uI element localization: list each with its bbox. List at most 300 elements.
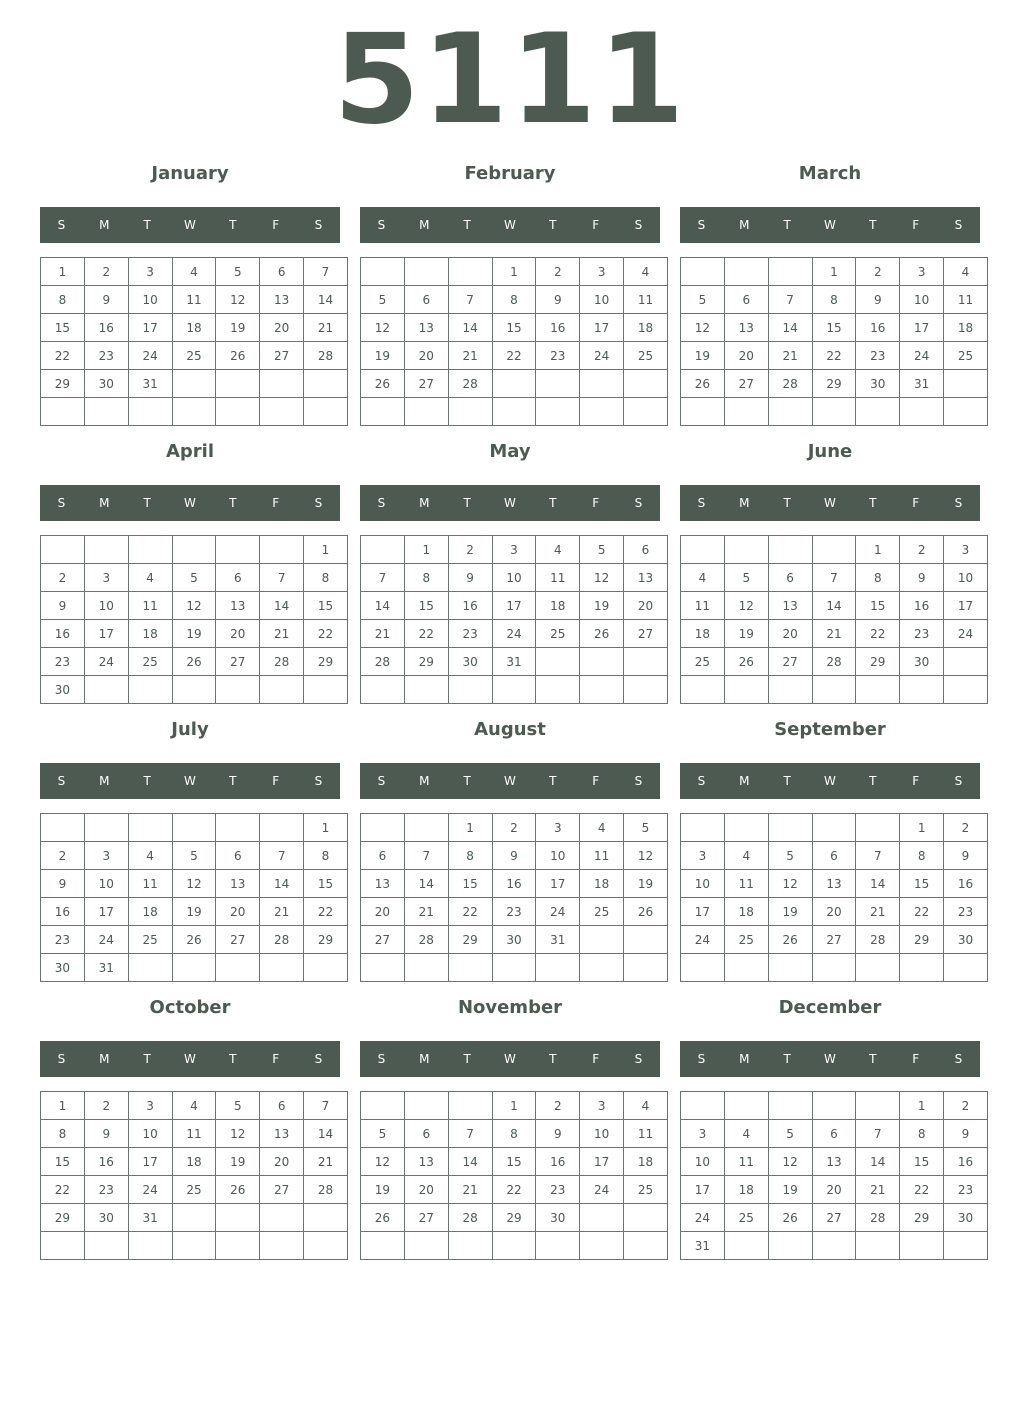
empty-day-cell [361, 258, 405, 286]
day-cell: 14 [404, 870, 448, 898]
weekday-label: T [549, 1052, 557, 1066]
day-cell: 30 [900, 648, 944, 676]
day-cell: 4 [681, 564, 725, 592]
empty-day-cell [492, 676, 536, 704]
day-cell: 17 [84, 898, 128, 926]
day-cell: 24 [681, 926, 725, 954]
weekday-label: T [229, 1052, 237, 1066]
empty-day-cell [768, 536, 812, 564]
day-cell: 22 [448, 898, 492, 926]
day-cell: 3 [580, 258, 624, 286]
week-row [41, 926, 348, 954]
day-cell: 29 [41, 370, 85, 398]
empty-day-cell [812, 676, 856, 704]
empty-day-cell [856, 1232, 900, 1260]
week-row [361, 676, 668, 704]
day-cell: 21 [768, 342, 812, 370]
day-cell: 3 [681, 842, 725, 870]
empty-day-cell [492, 398, 536, 426]
day-cell: 20 [404, 342, 448, 370]
weekday-label: S [954, 218, 963, 232]
week-row [681, 536, 988, 564]
day-cell: 14 [856, 870, 900, 898]
day-cell: 23 [536, 1176, 580, 1204]
day-grid [680, 813, 988, 982]
day-cell: 19 [580, 592, 624, 620]
day-cell: 7 [768, 286, 812, 314]
week-row [361, 564, 668, 592]
day-cell: 3 [900, 258, 944, 286]
day-cell: 4 [128, 564, 172, 592]
day-cell: 7 [260, 564, 304, 592]
weekday-label: T [229, 774, 237, 788]
empty-day-cell [856, 1092, 900, 1120]
weekday-label: S [314, 1052, 323, 1066]
day-cell: 10 [492, 564, 536, 592]
empty-day-cell [580, 648, 624, 676]
day-cell: 25 [536, 620, 580, 648]
day-cell: 29 [856, 648, 900, 676]
week-row [41, 258, 348, 286]
empty-day-cell [768, 1092, 812, 1120]
day-cell: 13 [724, 314, 768, 342]
empty-day-cell [724, 536, 768, 564]
weekday-label: W [184, 774, 196, 788]
day-cell: 5 [724, 564, 768, 592]
week-row [41, 536, 348, 564]
day-cell: 12 [768, 870, 812, 898]
day-cell: 20 [260, 1148, 304, 1176]
empty-day-cell [260, 370, 304, 398]
empty-day-cell [260, 954, 304, 982]
empty-day-cell [681, 1092, 725, 1120]
day-cell: 4 [172, 1092, 216, 1120]
weekday-label: T [869, 496, 877, 510]
weekday-label: T [869, 218, 877, 232]
day-cell: 27 [812, 1204, 856, 1232]
day-cell: 12 [361, 1148, 405, 1176]
day-cell: 7 [448, 286, 492, 314]
weekday-label: S [377, 774, 386, 788]
week-row [41, 1092, 348, 1120]
day-cell: 27 [404, 1204, 448, 1232]
day-cell: 20 [624, 592, 668, 620]
empty-day-cell [172, 1232, 216, 1260]
day-cell: 9 [900, 564, 944, 592]
day-cell: 5 [172, 842, 216, 870]
day-cell: 8 [41, 1120, 85, 1148]
day-cell: 16 [536, 314, 580, 342]
empty-day-cell [492, 1232, 536, 1260]
empty-day-cell [404, 258, 448, 286]
empty-day-cell [304, 676, 348, 704]
day-cell: 29 [812, 370, 856, 398]
week-row [681, 398, 988, 426]
day-cell: 23 [84, 1176, 128, 1204]
empty-day-cell [724, 398, 768, 426]
empty-day-cell [624, 1232, 668, 1260]
day-cell: 28 [260, 648, 304, 676]
day-cell: 23 [492, 898, 536, 926]
day-cell: 21 [812, 620, 856, 648]
day-cell: 4 [536, 536, 580, 564]
day-cell: 22 [900, 1176, 944, 1204]
day-cell: 19 [681, 342, 725, 370]
week-row [681, 676, 988, 704]
day-cell: 6 [216, 564, 260, 592]
day-cell: 18 [681, 620, 725, 648]
day-cell: 22 [304, 620, 348, 648]
week-row [361, 286, 668, 314]
weekday-label: F [912, 496, 920, 510]
day-cell: 26 [580, 620, 624, 648]
day-cell: 13 [404, 314, 448, 342]
week-row [361, 314, 668, 342]
day-cell: 9 [41, 870, 85, 898]
empty-day-cell [84, 398, 128, 426]
day-cell: 22 [900, 898, 944, 926]
empty-day-cell [624, 370, 668, 398]
weekday-label: F [272, 774, 280, 788]
day-cell: 1 [492, 1092, 536, 1120]
day-cell: 22 [492, 342, 536, 370]
day-cell: 6 [812, 842, 856, 870]
empty-day-cell [900, 676, 944, 704]
empty-day-cell [580, 370, 624, 398]
empty-day-cell [944, 1232, 988, 1260]
day-cell: 16 [856, 314, 900, 342]
day-cell: 11 [724, 1148, 768, 1176]
day-cell: 25 [128, 926, 172, 954]
weekday-label: S [634, 1052, 643, 1066]
weekday-label: S [954, 774, 963, 788]
day-cell: 4 [580, 814, 624, 842]
week-row [361, 954, 668, 982]
day-cell: 29 [41, 1204, 85, 1232]
week-row [361, 814, 668, 842]
day-grid [40, 813, 348, 982]
week-row [361, 648, 668, 676]
day-cell: 8 [492, 1120, 536, 1148]
empty-day-cell [260, 398, 304, 426]
month-name: March [798, 163, 862, 184]
week-row [361, 398, 668, 426]
weekday-label: F [912, 1052, 920, 1066]
day-cell: 27 [361, 926, 405, 954]
day-cell: 22 [404, 620, 448, 648]
weekday-label: M [739, 496, 750, 510]
empty-day-cell [624, 648, 668, 676]
week-row [41, 1232, 348, 1260]
week-row [361, 1176, 668, 1204]
week-row [41, 398, 348, 426]
week-row [681, 342, 988, 370]
day-cell: 5 [361, 286, 405, 314]
weekday-header [680, 1041, 980, 1077]
day-cell: 1 [900, 1092, 944, 1120]
empty-day-cell [260, 536, 304, 564]
day-cell: 13 [404, 1148, 448, 1176]
day-cell: 29 [900, 926, 944, 954]
day-cell: 26 [361, 370, 405, 398]
day-cell: 29 [404, 648, 448, 676]
day-cell: 23 [448, 620, 492, 648]
day-cell: 15 [304, 870, 348, 898]
day-cell: 20 [260, 314, 304, 342]
week-row [41, 620, 348, 648]
week-row [361, 1092, 668, 1120]
day-cell: 6 [404, 1120, 448, 1148]
weekday-label: S [377, 218, 386, 232]
day-cell: 23 [944, 898, 988, 926]
empty-day-cell [448, 1092, 492, 1120]
weekday-label: T [143, 496, 151, 510]
empty-day-cell [304, 370, 348, 398]
empty-day-cell [580, 954, 624, 982]
day-cell: 16 [944, 870, 988, 898]
day-cell: 21 [361, 620, 405, 648]
weekday-label: F [272, 496, 280, 510]
empty-day-cell [216, 398, 260, 426]
day-cell: 26 [216, 1176, 260, 1204]
day-cell: 24 [580, 342, 624, 370]
day-cell: 8 [41, 286, 85, 314]
week-row [41, 1120, 348, 1148]
empty-day-cell [681, 258, 725, 286]
empty-day-cell [580, 676, 624, 704]
empty-day-cell [216, 370, 260, 398]
day-cell: 11 [724, 870, 768, 898]
day-cell: 2 [492, 814, 536, 842]
day-cell: 29 [448, 926, 492, 954]
day-cell: 24 [900, 342, 944, 370]
day-cell: 11 [128, 870, 172, 898]
empty-day-cell [448, 676, 492, 704]
day-cell: 9 [536, 1120, 580, 1148]
day-cell: 23 [41, 926, 85, 954]
empty-day-cell [536, 1232, 580, 1260]
empty-day-cell [404, 676, 448, 704]
weekday-label: S [57, 1052, 66, 1066]
day-cell: 28 [448, 370, 492, 398]
day-grid [360, 813, 668, 982]
day-cell: 1 [304, 814, 348, 842]
day-grid [40, 535, 348, 704]
day-cell: 15 [900, 870, 944, 898]
week-row [681, 258, 988, 286]
week-row [361, 898, 668, 926]
day-cell: 28 [304, 342, 348, 370]
empty-day-cell [128, 398, 172, 426]
empty-day-cell [812, 536, 856, 564]
day-cell: 11 [944, 286, 988, 314]
day-cell: 8 [856, 564, 900, 592]
empty-day-cell [260, 1232, 304, 1260]
day-cell: 22 [856, 620, 900, 648]
week-row [41, 1176, 348, 1204]
day-cell: 12 [172, 592, 216, 620]
week-row [681, 842, 988, 870]
weekday-header [40, 1041, 340, 1077]
week-row [41, 648, 348, 676]
weekday-label: W [504, 218, 516, 232]
day-cell: 26 [361, 1204, 405, 1232]
day-cell: 19 [216, 1148, 260, 1176]
day-cell: 10 [900, 286, 944, 314]
day-cell: 15 [304, 592, 348, 620]
day-cell: 9 [944, 842, 988, 870]
day-cell: 17 [944, 592, 988, 620]
day-cell: 13 [216, 592, 260, 620]
empty-day-cell [900, 1232, 944, 1260]
day-cell: 11 [624, 286, 668, 314]
month-name: April [165, 441, 215, 462]
empty-day-cell [216, 1204, 260, 1232]
empty-day-cell [724, 814, 768, 842]
day-cell: 2 [41, 564, 85, 592]
weekday-label: S [377, 496, 386, 510]
day-cell: 21 [304, 314, 348, 342]
day-cell: 18 [172, 314, 216, 342]
day-cell: 12 [172, 870, 216, 898]
empty-day-cell [404, 1232, 448, 1260]
weekday-label: S [634, 218, 643, 232]
week-row [681, 564, 988, 592]
empty-day-cell [448, 1232, 492, 1260]
day-cell: 6 [404, 286, 448, 314]
weekday-label: M [99, 496, 110, 510]
day-cell: 7 [304, 1092, 348, 1120]
day-cell: 30 [41, 954, 85, 982]
day-cell: 6 [768, 564, 812, 592]
day-cell: 16 [84, 1148, 128, 1176]
day-cell: 3 [128, 1092, 172, 1120]
day-grid [680, 257, 988, 426]
day-cell: 14 [448, 1148, 492, 1176]
day-cell: 13 [624, 564, 668, 592]
month-name: October [149, 997, 231, 1018]
month-name: January [151, 163, 229, 184]
day-cell: 3 [128, 258, 172, 286]
weekday-label: F [272, 1052, 280, 1066]
day-cell: 27 [260, 342, 304, 370]
day-cell: 14 [304, 1120, 348, 1148]
day-cell: 31 [900, 370, 944, 398]
day-cell: 21 [856, 898, 900, 926]
empty-day-cell [812, 1232, 856, 1260]
empty-day-cell [172, 676, 216, 704]
month-name: June [807, 441, 853, 462]
week-row [361, 926, 668, 954]
day-cell: 14 [856, 1148, 900, 1176]
weekday-label: W [184, 1052, 196, 1066]
day-cell: 9 [84, 286, 128, 314]
weekday-label: T [783, 1052, 791, 1066]
day-cell: 4 [624, 1092, 668, 1120]
empty-day-cell [41, 1232, 85, 1260]
day-cell: 11 [580, 842, 624, 870]
weekday-label: M [99, 218, 110, 232]
empty-day-cell [260, 814, 304, 842]
empty-day-cell [856, 814, 900, 842]
empty-day-cell [304, 954, 348, 982]
weekday-label: T [229, 496, 237, 510]
week-row [41, 842, 348, 870]
day-grid [680, 535, 988, 704]
day-cell: 18 [128, 898, 172, 926]
day-cell: 14 [260, 592, 304, 620]
day-cell: 27 [404, 370, 448, 398]
day-cell: 30 [448, 648, 492, 676]
week-row [361, 1148, 668, 1176]
day-cell: 11 [128, 592, 172, 620]
week-row [41, 342, 348, 370]
day-cell: 26 [216, 342, 260, 370]
day-cell: 21 [260, 898, 304, 926]
day-cell: 21 [260, 620, 304, 648]
weekday-header [40, 207, 340, 243]
weekday-header [40, 763, 340, 799]
day-cell: 11 [172, 1120, 216, 1148]
day-cell: 17 [128, 1148, 172, 1176]
day-cell: 10 [84, 592, 128, 620]
day-cell: 2 [900, 536, 944, 564]
day-cell: 7 [856, 842, 900, 870]
empty-day-cell [768, 676, 812, 704]
day-cell: 19 [172, 898, 216, 926]
day-cell: 19 [768, 898, 812, 926]
empty-day-cell [304, 1204, 348, 1232]
day-cell: 9 [84, 1120, 128, 1148]
day-cell: 31 [128, 1204, 172, 1232]
weekday-label: F [912, 774, 920, 788]
day-cell: 2 [448, 536, 492, 564]
day-cell: 26 [172, 648, 216, 676]
empty-day-cell [260, 676, 304, 704]
weekday-label: S [57, 496, 66, 510]
day-cell: 1 [856, 536, 900, 564]
weekday-label: T [869, 1052, 877, 1066]
day-cell: 9 [448, 564, 492, 592]
day-cell: 28 [404, 926, 448, 954]
day-cell: 12 [624, 842, 668, 870]
day-cell: 5 [768, 1120, 812, 1148]
weekday-label: W [184, 496, 196, 510]
week-row [361, 342, 668, 370]
day-cell: 15 [900, 1148, 944, 1176]
weekday-label: T [463, 496, 471, 510]
week-row [681, 1176, 988, 1204]
day-cell: 27 [260, 1176, 304, 1204]
day-cell: 3 [580, 1092, 624, 1120]
weekday-header [360, 485, 660, 521]
day-cell: 9 [856, 286, 900, 314]
day-cell: 5 [580, 536, 624, 564]
day-cell: 6 [624, 536, 668, 564]
weekday-label: S [57, 218, 66, 232]
day-cell: 15 [41, 1148, 85, 1176]
day-cell: 15 [812, 314, 856, 342]
empty-day-cell [536, 398, 580, 426]
weekday-label: T [549, 496, 557, 510]
day-cell: 1 [41, 1092, 85, 1120]
day-cell: 9 [492, 842, 536, 870]
day-cell: 4 [944, 258, 988, 286]
week-row [361, 870, 668, 898]
weekday-header [680, 485, 980, 521]
day-cell: 17 [84, 620, 128, 648]
day-cell: 6 [216, 842, 260, 870]
